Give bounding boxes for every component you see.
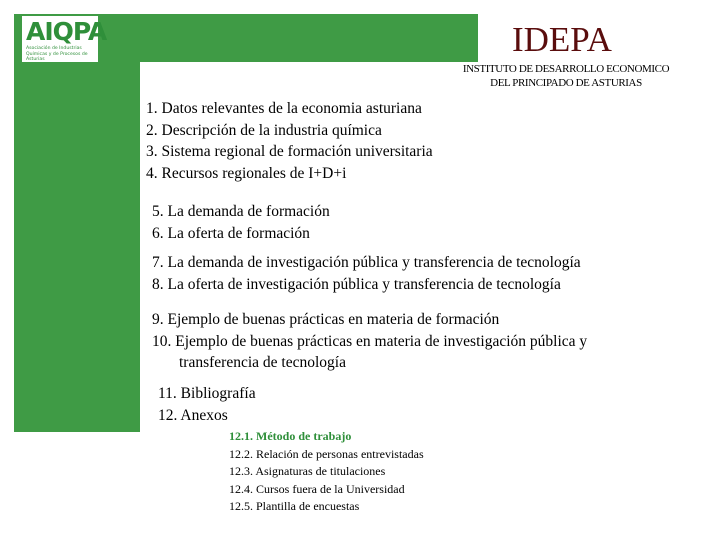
aiqpa-logo	[22, 16, 107, 62]
list-item: 9. Ejemplo de buenas prácticas en materia de formación	[152, 311, 500, 328]
list-item: 8. La oferta de investigación pública y transferencia de tecnología	[152, 275, 561, 293]
annex-item: 12.2. Relación de personas entrevistadas	[229, 446, 424, 461]
annex-list	[229, 428, 424, 516]
annex-item: 12.4. Cursos fuera de la Universidad	[229, 481, 405, 496]
institute-subtitle	[446, 62, 686, 90]
section-group-2	[152, 201, 330, 244]
page-title: IDEPA	[512, 20, 612, 59]
list-item: 5. La demanda de formación	[152, 203, 330, 220]
section-group-3	[152, 252, 581, 295]
section-group-1	[146, 98, 433, 184]
list-item: 10. Ejemplo de buenas prácticas en materia de investigación pública y	[152, 332, 588, 350]
section-group-4	[152, 309, 587, 374]
list-item: 7. La demanda de investigación pública y transferencia de tecnología	[152, 254, 581, 271]
list-item-continuation: transferencia de tecnología	[179, 354, 346, 371]
logo-subtitle: Asociación de Industrias Químicas y de Procesos de Asturias	[26, 46, 88, 62]
left-margin	[0, 0, 14, 540]
subtitle-line-2: DEL PRINCIPADO DE ASTURIAS	[490, 77, 642, 89]
annex-item: 12.3. Asignaturas de titulaciones	[229, 464, 386, 478]
green-side-bar	[14, 14, 140, 432]
list-item: 12. Anexos	[158, 406, 228, 424]
list-item: 6. La oferta de formación	[152, 224, 310, 242]
list-item: 4. Recursos regionales de I+D+i	[146, 164, 347, 182]
list-item: 3. Sistema regional de formación universitaria	[146, 143, 433, 160]
subtitle-line-1: INSTITUTO DE DESARROLLO ECONOMICO	[462, 63, 670, 75]
section-group-5	[158, 383, 256, 426]
list-item: 1. Datos relevantes de la economia asturiana	[146, 100, 422, 117]
list-item: 2. Descripción de la industria química	[146, 121, 382, 139]
annex-item: 12.5. Plantilla de encuestas	[229, 499, 360, 513]
list-item: 11. Bibliografía	[158, 385, 256, 402]
annex-item-active: 12.1. Método de trabajo	[229, 429, 352, 443]
logo-text: AIQPA	[26, 17, 107, 46]
